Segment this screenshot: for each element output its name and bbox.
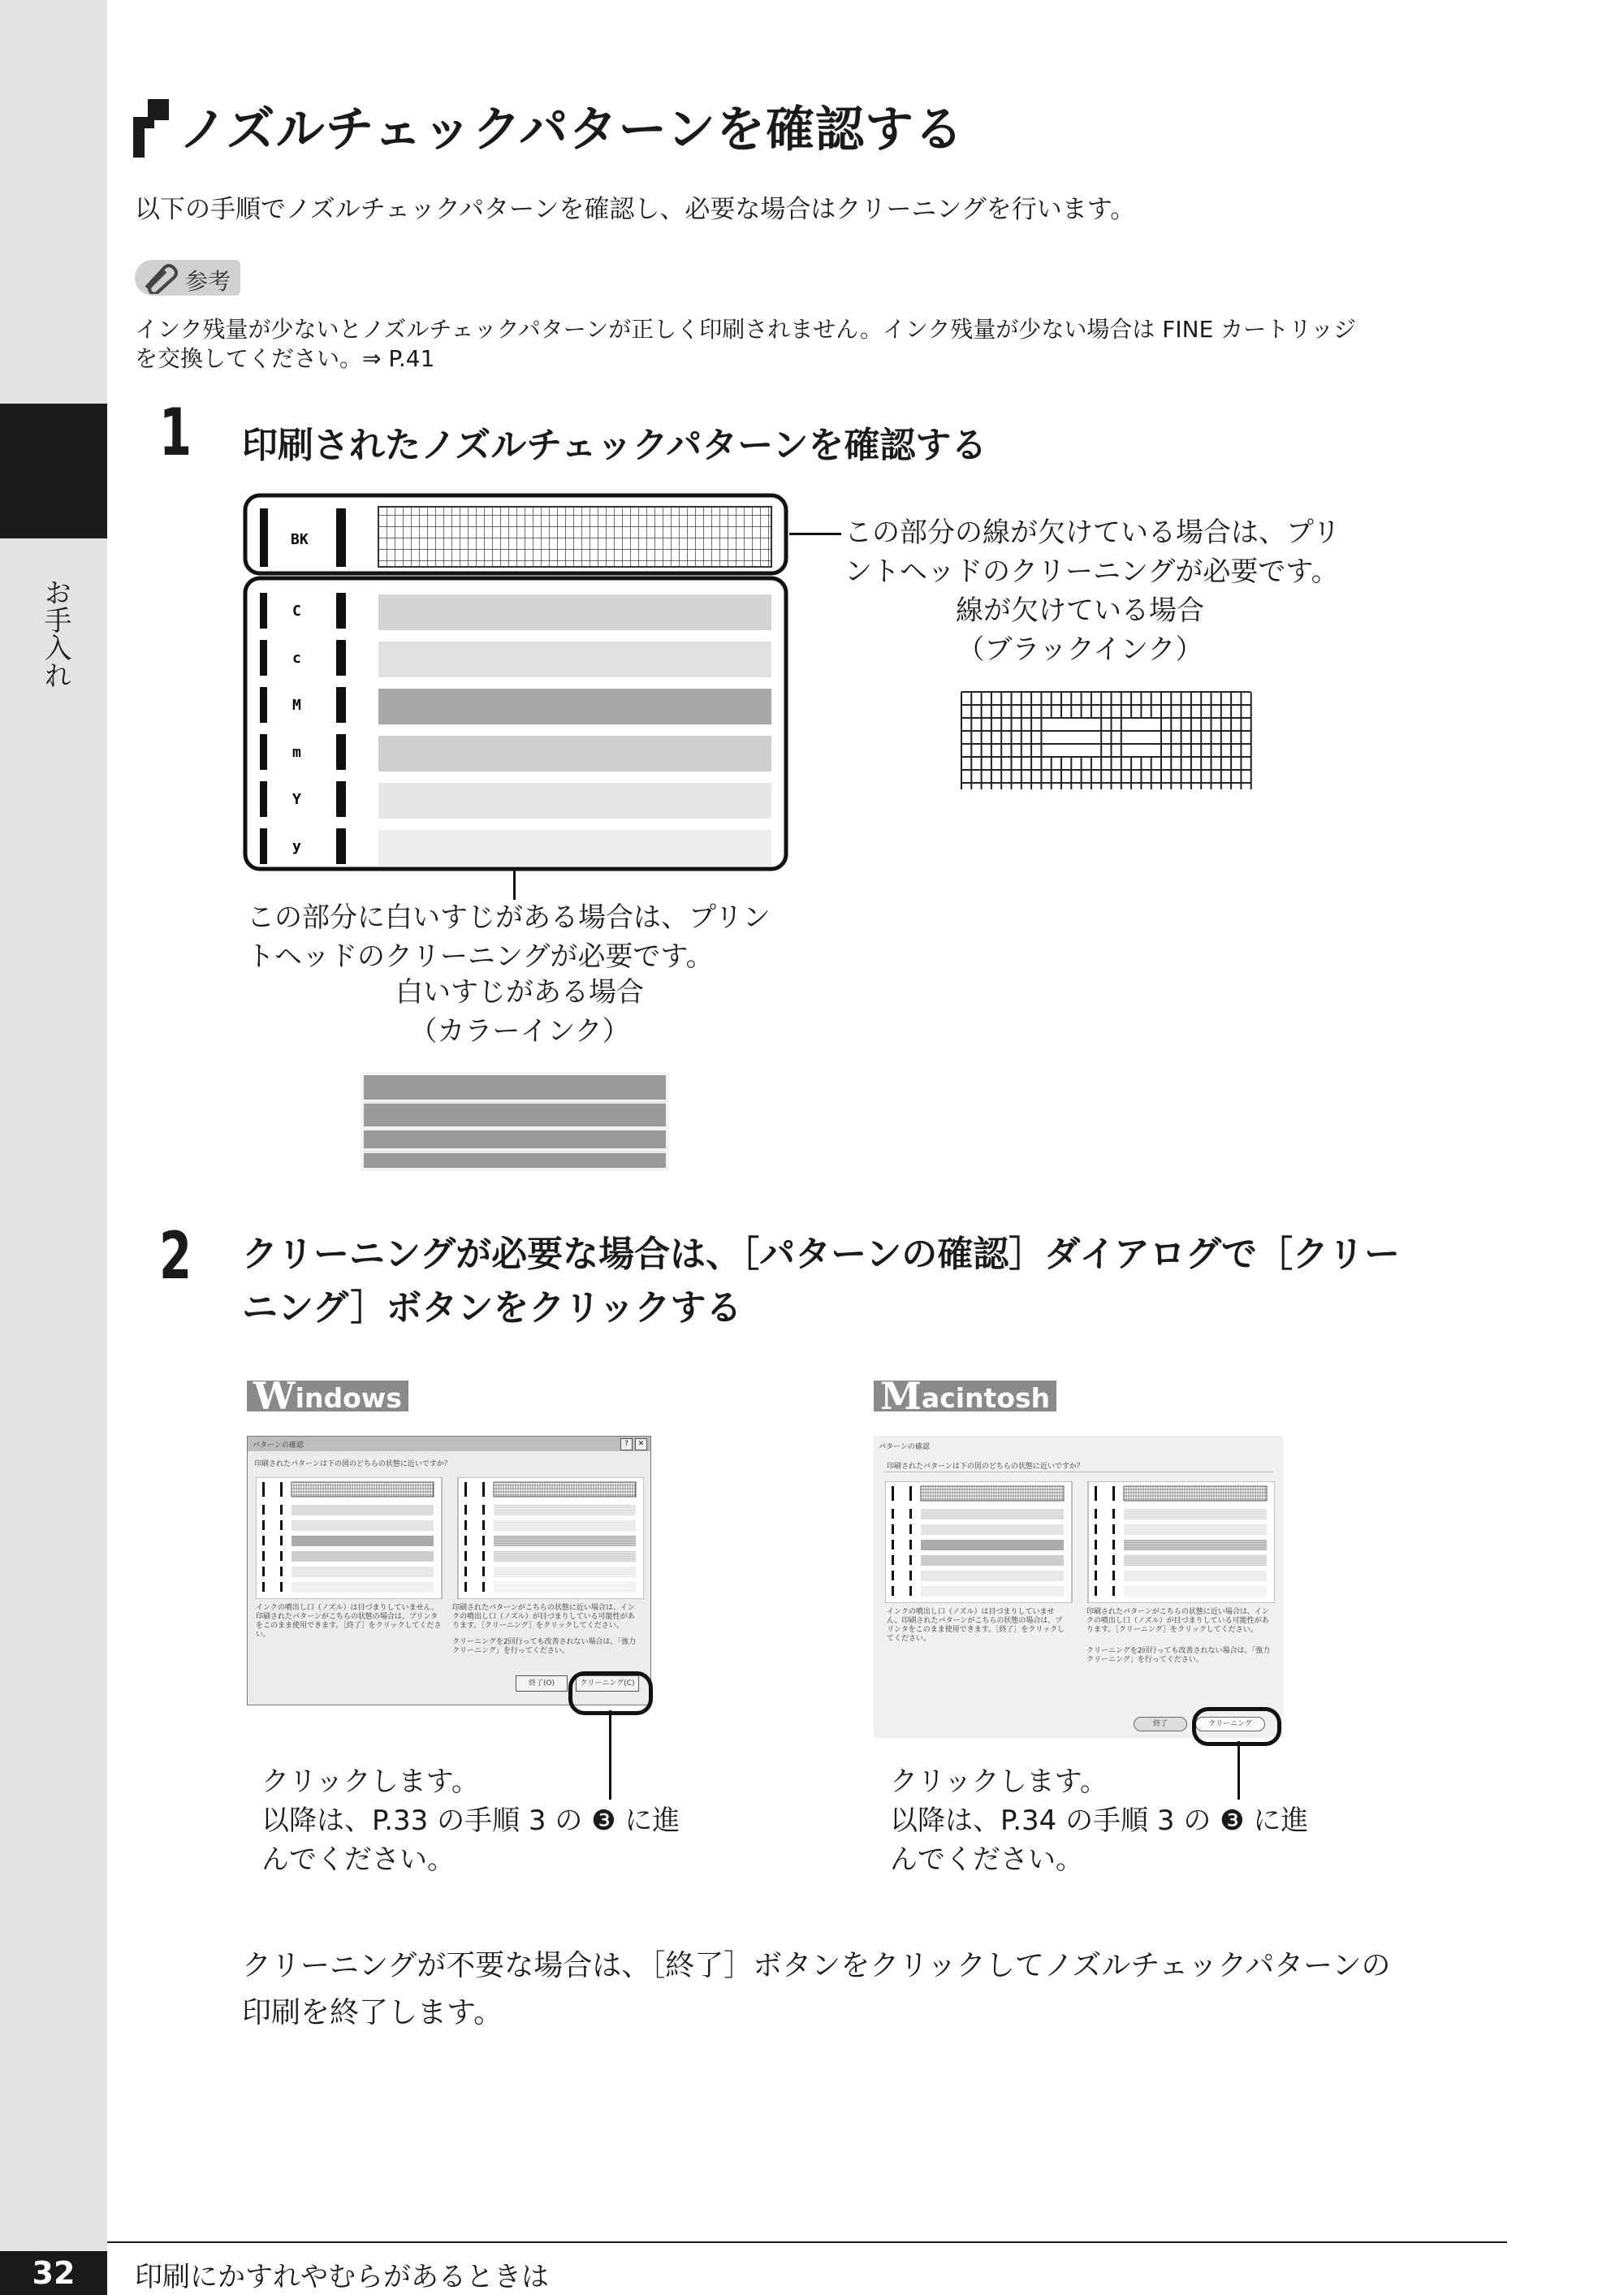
windows-badge: Windows [247,1381,408,1411]
pattern-label-C: C [292,603,301,620]
color-example-line1: 白いすじがある場合 [395,976,644,1009]
footer-title: 印刷にかすれやむらがあるときは [135,2261,549,2293]
color-example-caption [349,973,690,1051]
windows-caption-line2: 以降は、P.33 の手順 3 の ❸ に進 [261,1804,680,1837]
bk-callout [844,513,1364,591]
pattern-label-c: c [292,650,301,667]
mac-caption [890,1762,1308,1879]
pattern-label-bk: BK [291,531,309,548]
dialog-question: 印刷されたパターンは下の図のどちらの状態に近いですか？ [254,1460,451,1468]
note-label: 参考 [185,268,231,295]
cleaning-button-highlight [568,1671,653,1715]
paperclip-icon [140,261,182,294]
closing-line2: 印刷を終了します。 [242,1996,503,2029]
windows-caption-line1: クリックします。 [261,1766,479,1798]
cleaning-button-highlight [1192,1707,1281,1746]
side-strip [0,0,107,2295]
step1-number: 1 [159,395,192,470]
mac-caption-line2: 以降は、P.34 の手順 3 の ❸ に進 [890,1804,1309,1837]
exit-button[interactable]: 終了 [1134,1717,1187,1731]
pattern-label-y: y [292,838,301,855]
closing-line1: クリーニングが不要な場合は、［終了］ボタンをクリックしてノズルチェックパターンの [242,1949,1391,1982]
white-streak-sample [361,1072,669,1171]
broken-line-sample [960,689,1252,793]
step2-title-line2: ニング］ボタンをクリックする [242,1287,742,1329]
dialog-right-text: 印刷されたパターンがこちらの状態に近い場合は、インクの噴出し口（ノズル）が目づまりしている可能性があります。［クリーニング］をクリックしてください。 [1086,1608,1269,1634]
dialog-left-text: インクの噴出し口（ノズル）は目づまりしていません。印刷されたパターンがこちらの状態の場合は、プリンタをこのまま使用できます。［終了］をクリックしてください。 [887,1608,1065,1643]
step2-title [242,1228,1509,1335]
section-tab-marker [0,404,107,538]
color-example-line2: （カラーインク） [409,1015,630,1048]
nozzle-check-pattern [240,492,793,872]
footer-rule [107,2241,1507,2243]
mac-pattern-dialog [874,1436,1283,1738]
windows-caption-line3: んでください。 [261,1843,455,1876]
step1-title: 印刷されたノズルチェックパターンを確認する [242,425,987,466]
macintosh-badge: Macintosh [874,1381,1056,1411]
dialog-title: パターンの確認 [253,1441,304,1450]
mac-caption-line1: クリックします。 [890,1766,1108,1798]
closing-text [242,1943,1509,2037]
page-title: ノズルチェックパターンを確認する [179,102,964,158]
bk-example-caption [909,591,1250,669]
pattern-label-Y: Y [292,791,301,808]
intro-text: 以下の手順でノズルチェックパターンを確認し、必要な場合はクリーニングを行います。 [135,195,1136,224]
dialog-title: パターンの確認 [879,1443,930,1451]
exit-button[interactable]: 終了(O) [516,1675,568,1692]
dialog-pattern-samples [256,1477,644,1599]
title-marker-icon [133,99,169,158]
dialog-right-text2: クリーニングを2回行っても改善されない場合は、「強力クリーニング」を行ってください。 [1086,1647,1271,1664]
color-callout-line [513,869,516,900]
dialog-right-text: 印刷されたパターンがこちらの状態に近い場合は、インクの噴出し口（ノズル）が目づまりしている可能性があります。［クリーニング］をクリックしてください。 [452,1604,635,1630]
close-icon[interactable]: ✕ [635,1438,647,1450]
dialog-pattern-samples [885,1481,1275,1603]
bk-example-line2: （ブラックインク） [957,633,1203,666]
dialog-right-text2: クリーニングを2回行っても改善されない場合は、「強力クリーニング」を行ってください。 [452,1638,637,1655]
pattern-label-M: M [292,697,301,714]
step2-title-line1: クリーニングが必要な場合は、［パターンの確認］ダイアログで［クリー [242,1234,1401,1275]
page-number: 32 [0,2251,107,2295]
step2-number: 2 [159,1218,192,1294]
bk-example-line1: 線が欠けている場合 [956,594,1204,627]
pattern-label-m: m [292,744,301,761]
help-icon[interactable]: ? [620,1438,633,1450]
cleaning-button[interactable]: クリーニング(C) [576,1675,639,1692]
bk-callout-line [789,533,841,535]
cleaning-button[interactable]: クリーニング [1195,1717,1265,1731]
color-callout-line1: この部分に白いすじがある場合は、プリン [247,901,771,934]
bk-callout-line1: この部分の線が欠けている場合は、プリ [844,516,1341,549]
color-callout [247,898,799,976]
windows-pattern-dialog [247,1436,651,1705]
mac-caption-line3: んでください。 [890,1843,1083,1876]
dialog-titlebar [248,1437,650,1451]
note-text-line2: を交換してください。⇒ P.41 [135,345,435,372]
color-callout-line2: トヘッドのクリーニングが必要です。 [247,940,714,973]
windows-caption [261,1762,680,1879]
note-text-line1: インク残量が少ないとノズルチェックパターンが正しく印刷されません。インク残量が少ない場合は FINE カートリッジ [135,316,1357,343]
section-tab-label: お手入れ [39,578,71,689]
dialog-left-text: インクの噴出し口（ノズル）は目づまりしていません。印刷されたパターンがこちらの状態の場合は、プリンタをこのまま使用できます。［終了］をクリックしてください。 [256,1604,442,1639]
bk-callout-line2: ントヘッドのクリーニングが必要です。 [844,555,1339,588]
note-badge [135,260,240,296]
dialog-question: 印刷されたパターンは下の図のどちらの状態に近いですか？ [887,1463,1084,1471]
